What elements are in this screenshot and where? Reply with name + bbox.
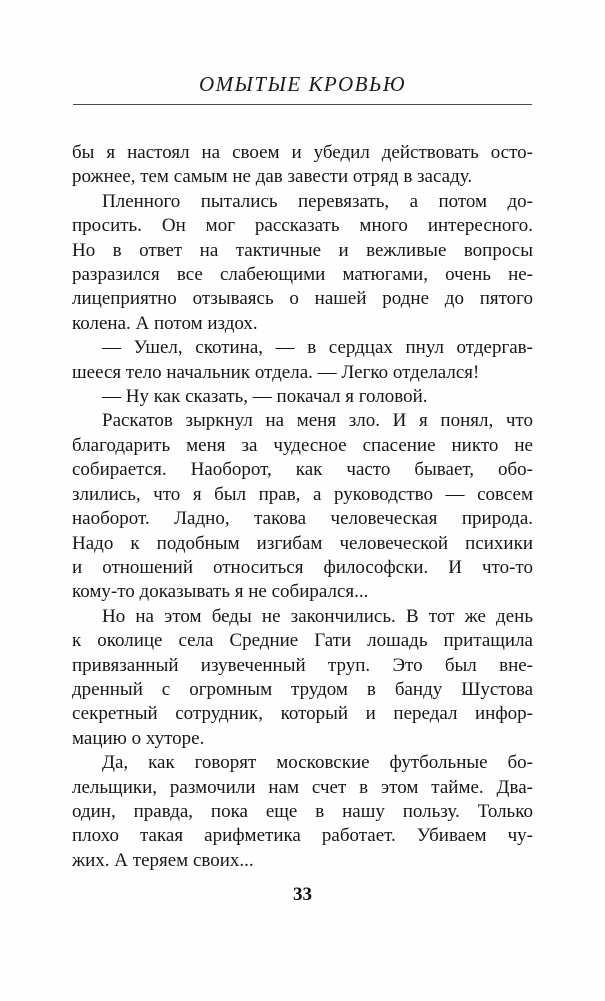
paragraph xyxy=(72,141,533,190)
text-line: Да, как говорят московские футбольные бо- xyxy=(102,752,533,774)
text-line: привязанный изувеченный труп. Это был вне- xyxy=(72,654,533,676)
text-line: Надо к подобным изгибам человеческой психики xyxy=(72,532,533,554)
text-line: к околице села Средние Гати лошадь притащила xyxy=(72,630,533,652)
text-line: — Ушел, скотина, — в сердцах пнул отдергав- xyxy=(102,337,533,359)
text-line: один, правда, пока еще в нашу пользу. Только xyxy=(72,800,533,822)
text-line: колена. А потом издох. xyxy=(72,312,258,334)
text-line: дренный с огромным трудом в банду Шустова xyxy=(72,678,533,700)
text-line: жих. А теряем своих... xyxy=(72,849,254,871)
paragraph xyxy=(72,751,533,873)
running-header: ОМЫТЫЕ КРОВЬЮ xyxy=(198,72,407,96)
text-line: — Ну как сказать, — покачал я головой. xyxy=(102,386,428,408)
text-line: разразился все слабеющими матюгами, очень не- xyxy=(72,264,533,286)
header-rule-divider xyxy=(73,104,532,105)
paragraph xyxy=(72,385,533,409)
text-line: Раскатов зыркнул на меня зло. И я понял, что xyxy=(102,410,533,432)
text-line: плохо такая арифметика работает. Убиваем чу- xyxy=(72,825,533,847)
text-line: Пленного пытались перевязать, а потом до- xyxy=(102,190,533,212)
paragraph xyxy=(72,190,533,336)
text-line: наоборот. Ладно, такова человеческая природа. xyxy=(72,508,533,530)
paragraph xyxy=(72,605,533,751)
text-line: просить. Он мог рассказать много интересного. xyxy=(72,215,533,237)
text-line: Но в ответ на тактичные и вежливые вопросы xyxy=(72,239,533,261)
text-line: и отношений относиться философски. И что-то xyxy=(72,556,533,578)
text-line: рожнее, тем самым не дав завести отряд в засаду. xyxy=(72,166,473,188)
paragraph xyxy=(72,336,533,385)
page-number: 33 xyxy=(293,884,312,905)
text-line: злились, что я был прав, а руководство — совсем xyxy=(72,483,533,505)
text-line: собирается. Наоборот, как часто бывает, обо- xyxy=(72,459,533,481)
text-line: мацию о хуторе. xyxy=(72,727,205,749)
text-line: кому-то доказывать я не собирался... xyxy=(72,581,369,603)
body-text xyxy=(72,141,533,873)
text-line: шееся тело начальник отдела. — Легко отделался! xyxy=(72,361,480,383)
text-line: лицеприятно отзываясь о нашей родне до пятого xyxy=(72,288,533,310)
paragraph xyxy=(72,409,533,604)
text-line: благодарить меня за чудесное спасение никто не xyxy=(72,434,533,456)
text-line: лельщики, размочили нам счет в этом тайме. Два- xyxy=(72,776,533,798)
text-line: Но на этом беды не закончились. В тот же день xyxy=(102,605,533,627)
text-line: секретный сотрудник, который и передал инфор- xyxy=(72,703,533,725)
text-line: бы я настоял на своем и убедил действовать осто- xyxy=(72,142,533,163)
